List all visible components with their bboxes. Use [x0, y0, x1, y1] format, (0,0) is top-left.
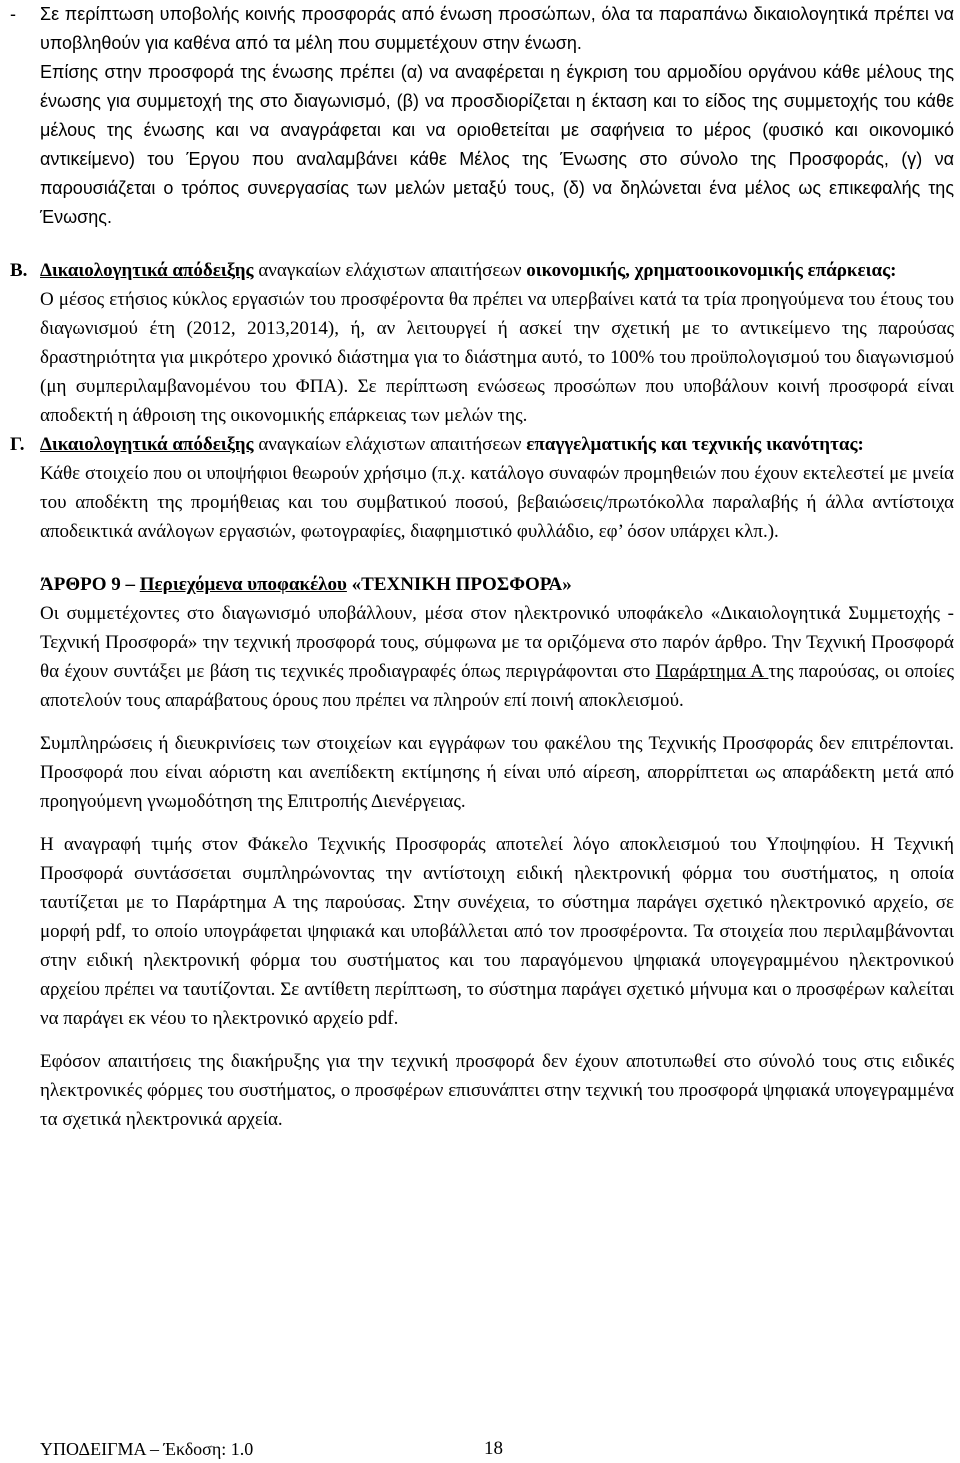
section-c-heading-plain: αναγκαίων ελάχιστων απαιτήσεων	[253, 434, 527, 455]
section-c-heading-underlined: Δικαιολογητικά απόδειξης	[40, 434, 254, 455]
intro-block	[10, 0, 954, 232]
article-9-title-prefix: ΆΡΘΡΟ 9 –	[40, 574, 140, 595]
article-9-paragraph-1	[40, 599, 954, 715]
section-c	[10, 430, 954, 546]
section-b-letter: Β.	[10, 260, 28, 281]
section-b-text-2: Σε περίπτωση ενώσεως προσώπων που υποβάλουν κοινή προσφορά είναι αποδεκτή η άθροιση της οικονομικής επάρκειας των μελών της.	[40, 376, 954, 426]
section-b-heading-plain: αναγκαίων ελάχιστων απαιτήσεων	[253, 260, 527, 281]
section-b-heading	[40, 256, 954, 285]
article-9-p1-after: της παρούσας, οι οποίες αποτελούν τους απαράβατους όρους που πρέπει να πληρούν επί ποινή αποκλεισμού.	[40, 661, 954, 711]
section-c-letter: Γ.	[10, 434, 25, 455]
intro-paragraph: Επίσης στην προσφορά της ένωσης πρέπει (α) να αναφέρεται η έγκριση του αρμοδίου οργάνου κάθε μέλους της ένωσης για συμμετοχή της στο διαγωνισμό, (β) να προσδιορίζεται η έκταση και το είδος της συμμετοχής του κάθε μέλους της ένωσης και να αναγράφεται και να οριοθετείται με σαφήνεια το μέρος (φυσικό και οικονομικό αντικείμενο) του Έργου που αναλαμβάνει κάθε Μέλος της Ένωσης στο σύνολο της Προσφοράς, (γ) να παρουσιάζεται ο τρόπος συνεργασίας των μελών μεταξύ τους, (δ) να δηλώνεται ένα μέλος ως επικεφαλής της Ένωσης.	[40, 62, 954, 227]
section-c-text: Κάθε στοιχείο που οι υποψήφιοι θεωρούν χρήσιμο (π.χ. κατάλογο συναφών προμηθειών που έχουν εκτελεστεί με μνεία του αποδέκτη της προμήθειας και του συμβατικού ποσού, βεβαιώσεις/πρωτόκολλα παραλαβής ή άλλα αντίστοιχα αποδεικτικά ανάλογων εργασιών, φωτογραφίες, διαφημιστικό φυλλάδιο, εφ’ όσον υπάρχει κλπ.).	[40, 463, 954, 542]
article-9	[40, 570, 954, 1134]
section-b-heading-underlined: Δικαιολογητικά απόδειξης	[40, 260, 254, 281]
annex-a-link[interactable]: Παράρτημα Α	[655, 661, 769, 682]
footer-label: ΥΠΟΔΕΙΓΜΑ – Έκδοση: 1.0	[40, 1439, 254, 1459]
intro-bullet-text: Σε περίπτωση υποβολής κοινής προσφοράς από ένωση προσώπων, όλα τα παραπάνω δικαιολογητικά πρέπει να υποβληθούν για καθένα από τα μέλη που συμμετέχουν στην ένωση.	[40, 4, 954, 53]
article-9-title	[40, 570, 954, 599]
page-number: 18	[484, 1438, 503, 1459]
article-9-paragraph-4: Εφόσον απαιτήσεις της διακήρυξης για την τεχνική προσφορά δεν έχουν αποτυπωθεί στο σύνολό τους στις ειδικές ηλεκτρονικές φόρμες του συστήματος, ο προσφέρων επισυνάπτει στην τεχνική του προσφορά ψηφιακά υπογεγραμμένα τα σχετικά ηλεκτρονικά αρχεία.	[40, 1051, 954, 1130]
article-9-p1-before: Οι συμμετέχοντες στο διαγωνισμό υποβάλλουν, μέσα στον ηλεκτρονικό υποφάκελο «Δικαιολογητικά Συμμετοχής - Τεχνική Προσφορά» την τεχνική προσφορά τους, σύμφωνα με τα οριζόμενα στο παρόν άρθρο. Την Τεχνική Προσφορά θα έχουν συντάξει με βάση τις τεχνικές προδιαγραφές όπως περιγράφονται στο	[40, 603, 954, 682]
article-9-paragraph-3: Η αναγραφή τιμής στον Φάκελο Τεχνικής Προσφοράς αποτελεί λόγο αποκλεισμού του Υποψηφίου. Η Τεχνική Προσφορά συντάσσεται συμπληρώνοντας την αντίστοιχη ειδική ηλεκτρονική φόρμα του συστήματος, η οποία ταυτίζεται με το Παράρτημα Α της παρούσας. Στην συνέχεια, το σύστημα παράγει σχετικό ηλεκτρονικό αρχείο, σε μορφή pdf, το οποίο υπογράφεται ψηφιακά και υποβάλλεται από τον προσφέροντα. Τα στοιχεία που περιλαμβάνονται στην ειδική ηλεκτρονική φόρμα του συστήματος και του παραγόμενου ψηφιακά υπογεγραμμένου ηλεκτρονικού αρχείου πρέπει να ταυτίζονται. Σε αντίθετη περίπτωση, το σύστημα παράγει σχετικό μήνυμα και ο προσφέρων καλείται να παράγει εκ νέου το ηλεκτρονικό αρχείο pdf.	[40, 834, 954, 1029]
intro-bullet-item	[10, 0, 954, 58]
article-9-paragraph-2: Συμπληρώσεις ή διευκρινίσεις των στοιχείων και εγγράφων του φακέλου της Τεχνικής Προσφοράς δεν επιτρέπονται. Προσφορά που είναι αόριστη και ανεπίδεκτη εκτίμησης ή είναι υπό αίρεση, απορρίπτεται ως απαράδεκτη μετά από προηγούμενη γνωμοδότηση της Επιτροπής Διενέργειας.	[40, 733, 954, 812]
section-c-heading	[40, 430, 954, 459]
section-b-text	[40, 285, 954, 430]
bullet-dash: -	[10, 4, 16, 24]
section-c-heading-bold: επαγγελματικής και τεχνικής ικανότητας:	[526, 434, 864, 455]
article-9-title-underlined: Περιεχόμενα υποφακέλου	[139, 574, 347, 595]
section-b-heading-bold: οικονομικής, χρηματοοικονομικής επάρκειας:	[526, 260, 897, 281]
section-b-text-1: Ο μέσος ετήσιος κύκλος εργασιών του προσφέροντα θα πρέπει να υπερβαίνει κατά τα τρία προηγούμενα του έτους του διαγωνισμού έτη (2012, 2013,2014), ή, αν λειτουργεί ή ασκεί την σχετική με το αντικείμενο της παρούσας δραστηριότητα για μικρότερο χρονικό διάστημα για το διάστημα αυτό, το 100% του προϋπολογισμού του διαγωνισμού (μη συμπεριλαμβανομένου του ΦΠΑ).	[40, 289, 954, 397]
article-9-title-suffix: «ΤΕΧΝΙΚΗ ΠΡΟΣΦΟΡΑ»	[346, 574, 572, 595]
section-b	[10, 256, 954, 430]
